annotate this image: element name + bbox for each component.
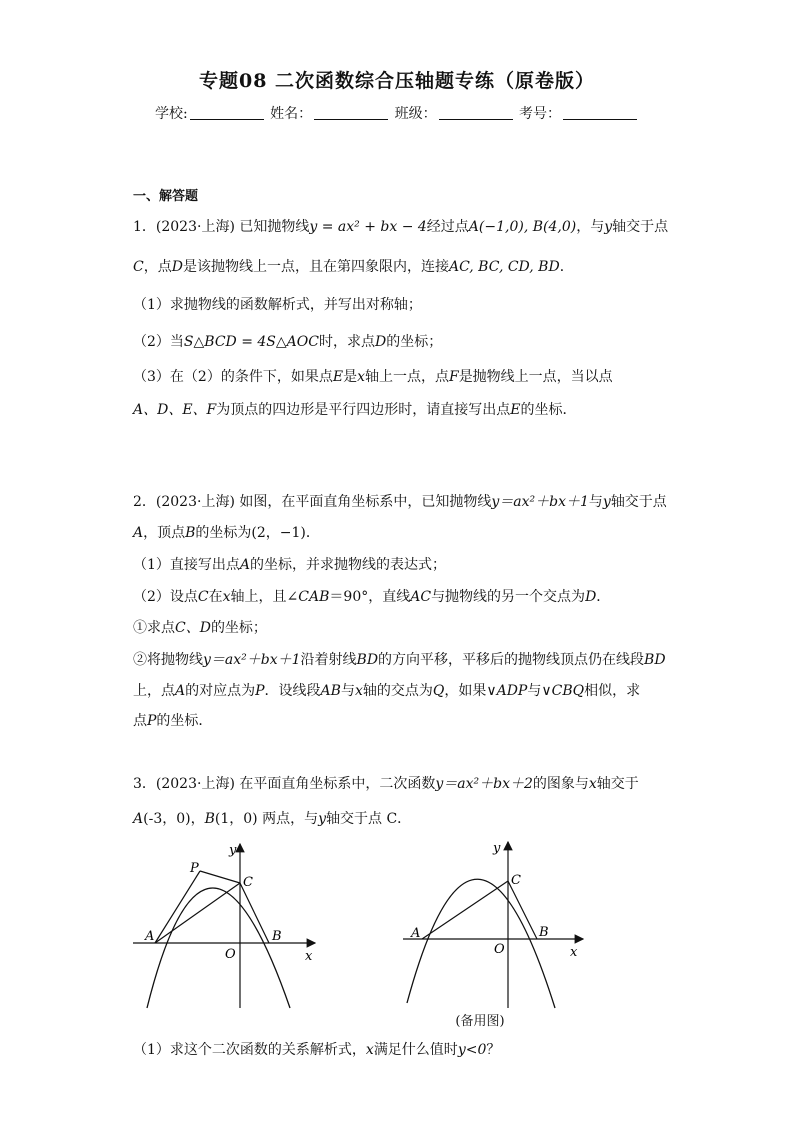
label-b: B bbox=[272, 929, 282, 944]
label-x: x bbox=[570, 945, 578, 960]
q2-part-1: （1）直接写出点A的坐标，并求抛物线的表达式； bbox=[133, 557, 447, 573]
label-p: P bbox=[190, 861, 199, 876]
q2-sub-2-line-3: 点P的坐标． bbox=[133, 713, 213, 729]
label-a: A bbox=[411, 926, 421, 941]
q1-part-3-line-2: A、D、E、F为顶点的四边形是平行四边形时，请直接写出点E的坐标． bbox=[133, 402, 577, 418]
section-heading: 一、解答题 bbox=[133, 189, 199, 204]
parabola bbox=[147, 888, 290, 1008]
label-a: A bbox=[145, 929, 155, 944]
label-y: y bbox=[229, 843, 237, 858]
q3-part-1: （1）求这个二次函数的关系解析式，x满足什么值时y<0？ bbox=[133, 1042, 501, 1058]
class-blank bbox=[439, 105, 513, 120]
name-label: 姓名： bbox=[270, 106, 313, 122]
segment-ap bbox=[155, 871, 200, 943]
segment-pc bbox=[200, 871, 240, 883]
q3-line-2: A(-3，0)，B(1，0) 两点，与y轴交于点 C． bbox=[133, 811, 412, 827]
exam-no-label: 考号： bbox=[519, 106, 562, 122]
q2-line-2: A，顶点B的坐标为(2，−1)． bbox=[133, 525, 320, 541]
page-title: 专题08 二次函数综合压轴题专练（原卷版） bbox=[198, 70, 596, 92]
q3-line-1: 3．(2023·上海) 在平面直角坐标系中，二次函数y＝ax²＋bx＋2的图象与x轴交于 bbox=[133, 776, 639, 792]
name-blank bbox=[314, 105, 388, 120]
q1-line-2: C，点D是该抛物线上一点，且在第四象限内，连接AC, BC, CD, BD． bbox=[133, 259, 574, 275]
q3-figure-2 bbox=[395, 838, 595, 1013]
segment-ac bbox=[155, 883, 240, 943]
class-label: 班级： bbox=[394, 106, 437, 122]
exam-no-blank bbox=[563, 105, 637, 120]
q2-sub-2-line-1: ②将抛物线y＝ax²＋bx＋1沿着射线BD的方向平移，平移后的抛物线顶点仍在线段BD bbox=[133, 652, 666, 668]
student-info-row bbox=[0, 103, 794, 123]
q2-sub-2-line-2: 上，点A的对应点为P．设线段AB与x轴的交点为Q，如果∨ADP与∨CBQ相似，求 bbox=[133, 683, 641, 699]
label-y: y bbox=[493, 841, 501, 856]
label-o: O bbox=[494, 942, 505, 957]
backup-figure-caption: (备用图) bbox=[455, 1014, 505, 1029]
q2-line-1: 2．(2023·上海) 如图，在平面直角坐标系中，已知抛物线y＝ax²＋bx＋1与y轴交于点 bbox=[133, 494, 667, 510]
segment-ac bbox=[422, 881, 508, 939]
school-label: 学校: bbox=[154, 106, 188, 122]
label-c: C bbox=[243, 875, 253, 890]
q3-figure-1 bbox=[125, 838, 325, 1013]
label-x: x bbox=[305, 949, 313, 964]
label-o: O bbox=[225, 947, 236, 962]
label-c: C bbox=[511, 873, 521, 888]
school-blank bbox=[190, 105, 264, 120]
segment-cb bbox=[240, 883, 269, 943]
label-b: B bbox=[539, 925, 549, 940]
q2-part-2: （2）设点C在x轴上，且∠CAB＝90°，直线AC与抛物线的另一个交点为D． bbox=[133, 589, 611, 605]
q1-part-2: （2）当S△BCD = 4S△AOC时，求点D的坐标； bbox=[133, 334, 443, 350]
q1-part-1: （1）求抛物线的函数解析式，并写出对称轴； bbox=[133, 297, 422, 313]
q1-part-3-line-1: （3）在（2）的条件下，如果点E是x轴上一点，点F是抛物线上一点，当以点 bbox=[133, 369, 613, 385]
q1-line-1: 1．(2023·上海) 已知抛物线y = ax² + bx − 4经过点A(−1,0), B(4,0)，与y轴交于点 bbox=[133, 219, 669, 235]
q2-sub-1: ①求点C、D的坐标； bbox=[133, 620, 267, 636]
segment-cb bbox=[508, 881, 537, 939]
